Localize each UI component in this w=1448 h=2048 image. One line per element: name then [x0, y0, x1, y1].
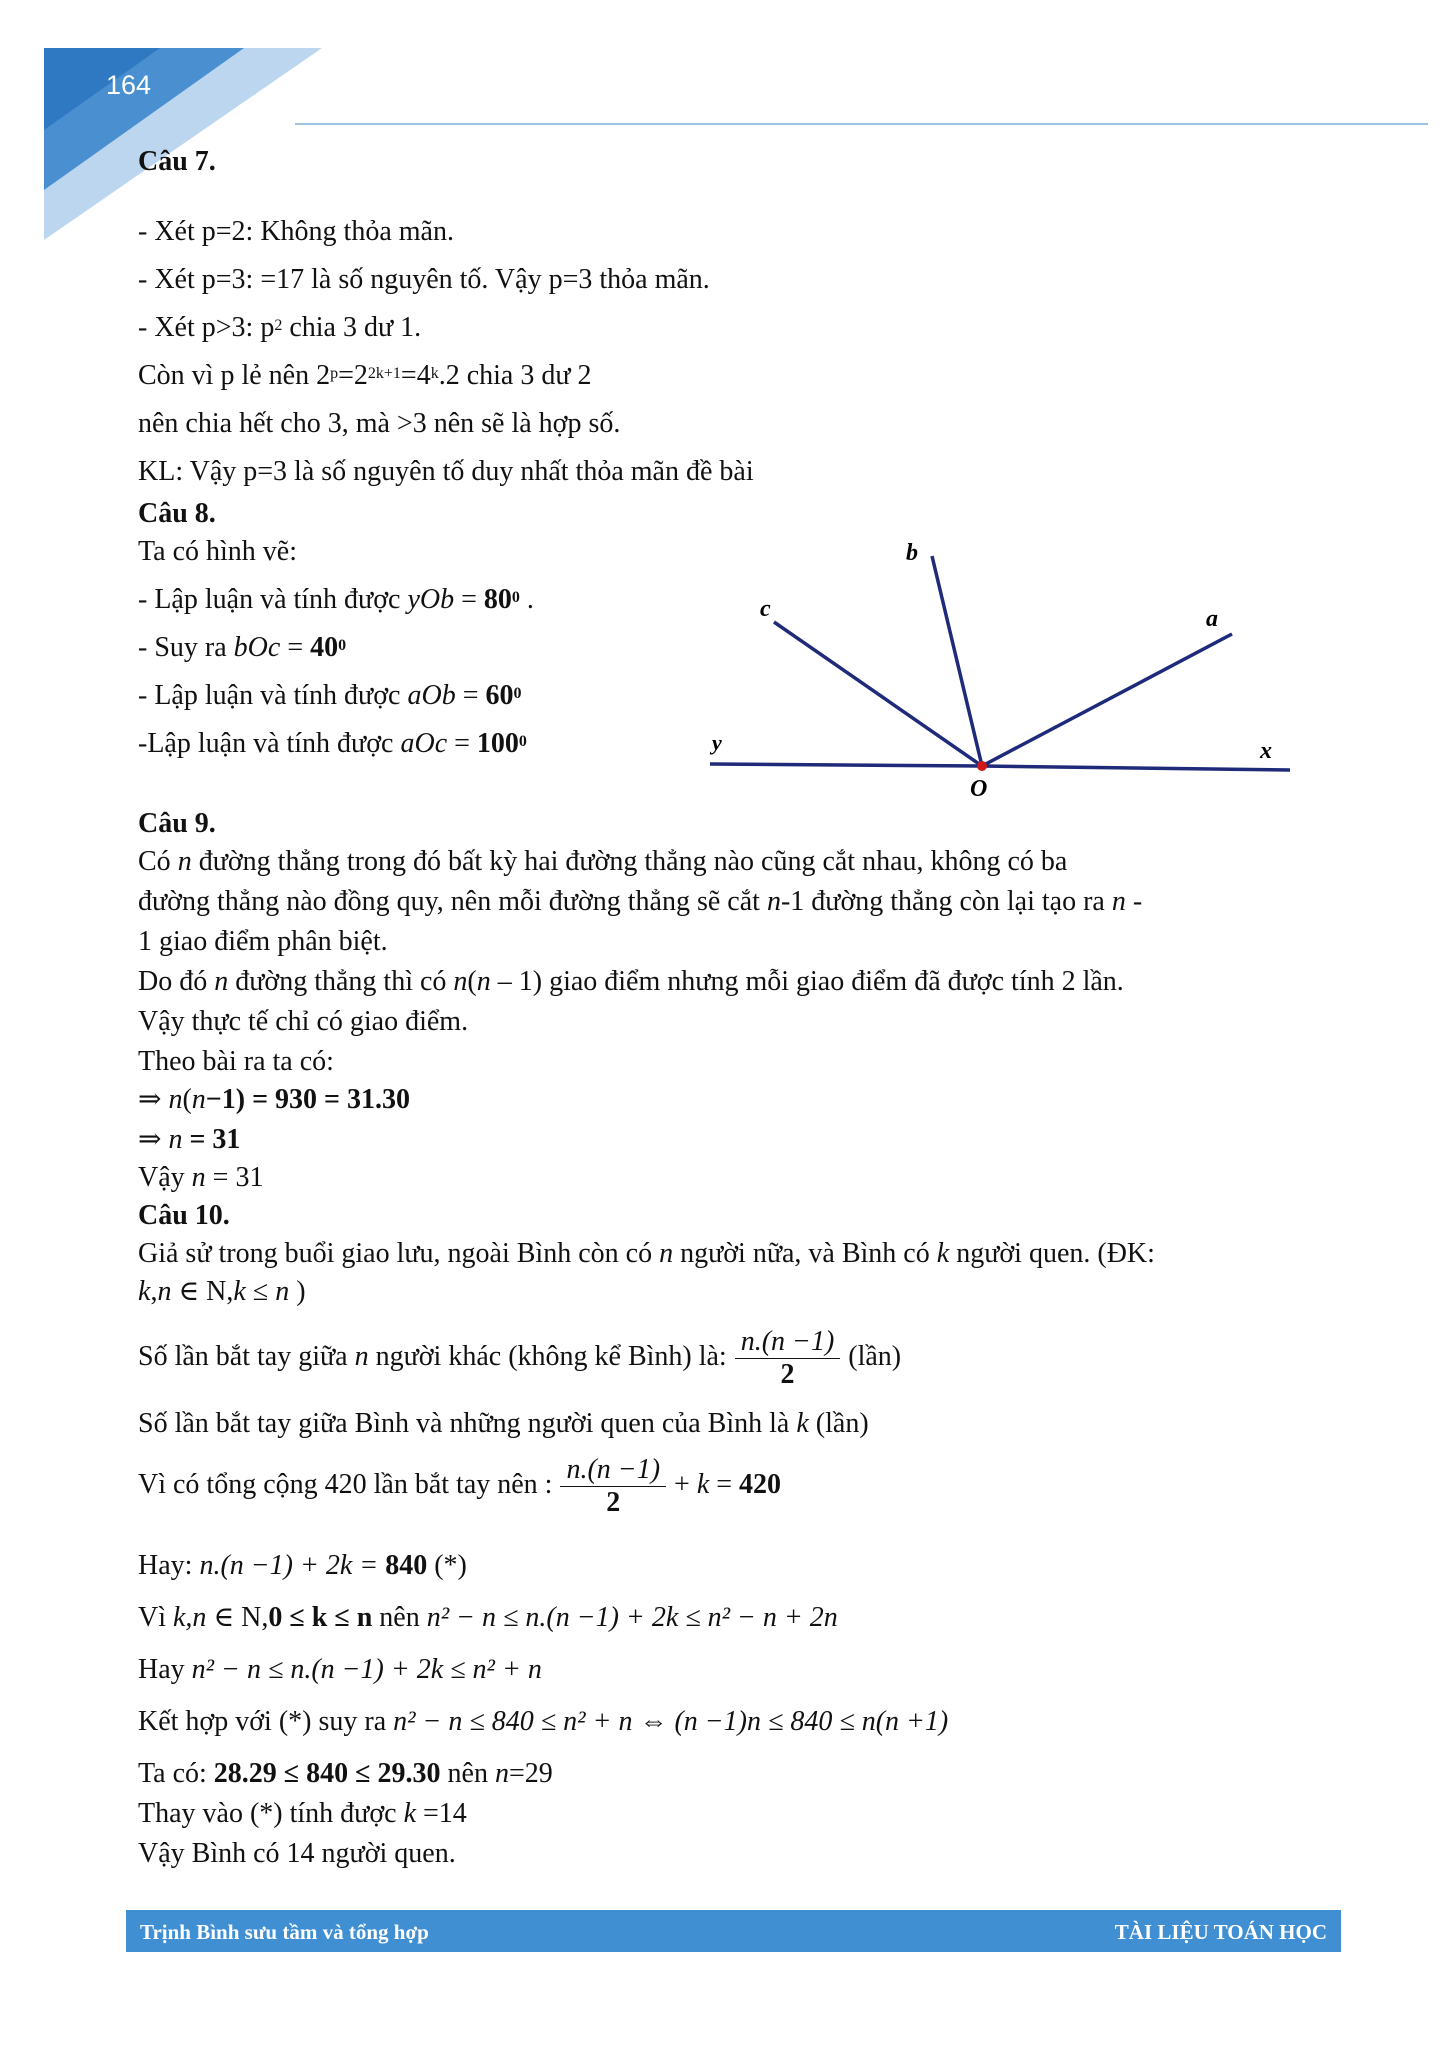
q9-line-2: đường thẳng nào đồng quy, nên mỗi đường thẳng sẽ cắt n-1 đường thẳng còn lại tạo ra n - [138, 886, 1143, 917]
q8-line-4: - Lập luận và tính được aOb = $60^0$ [138, 680, 522, 711]
label-c: c [760, 596, 771, 622]
q9-line-5: Vậy thực tế chỉ có giao điểm. [138, 1006, 469, 1037]
footer-author: Trịnh Bình sưu tầm và tổng hợp [140, 1920, 429, 1944]
q10-line-2: k,n ∈ N,k ≤ n ) [138, 1276, 306, 1307]
q10-line-6: Hay: n.(n −1) + 2k = 840 (*) [138, 1550, 467, 1581]
q7-line-4: Còn vì p lẻ nên $2^p=2^{2k+1}=4^k.2$ chia 3 dư 2 [138, 360, 592, 391]
footer-bar [126, 1910, 1341, 1952]
q7-title: Câu 7. [138, 146, 216, 177]
angle-diagram [700, 530, 1300, 820]
q8-title: Câu 8. [138, 498, 216, 529]
q7-line-3: - Xét p>3: $p^2$ chia 3 dư 1. [138, 312, 422, 343]
ray-c [774, 622, 982, 766]
page-number: 164 [106, 70, 152, 100]
q7-line-1: - Xét p=2: Không thỏa mãn. [138, 216, 454, 247]
q8-line-5: -Lập luận và tính được aOc = $100^0$ [138, 728, 527, 759]
q9-line-8: ⇒ n = 31 [138, 1124, 241, 1155]
ray-a [982, 634, 1232, 766]
q7-line-2: - Xét p=3: =17 là số nguyên tố. Vậy p=3 thỏa mãn. [138, 264, 710, 295]
fraction-handshakes: $\frac{n.(n -1)}{2}$ [735, 1326, 841, 1391]
q9-title: Câu 9. [138, 808, 216, 839]
ray-x [982, 766, 1290, 770]
q10-line-11: Thay vào (*) tính được k =14 [138, 1798, 467, 1829]
q10-line-5: Vì có tổng cộng 420 lần bắt tay nên : $\frac{n.(n -1)}{2}$ + k = 420 [138, 1454, 782, 1518]
q10-line-9: Kết hợp với (*) suy ra n² − n ≤ 840 ≤ n² + n ⇔ (n −1)n ≤ 840 ≤ n(n +1) [138, 1706, 949, 1737]
label-x: x [1260, 738, 1272, 764]
q10-line-8: Hay n² − n ≤ n.(n −1) + 2k ≤ n² + n [138, 1654, 542, 1685]
q7-line-5: nên chia hết cho 3, mà >3 nên sẽ là hợp số. [138, 408, 621, 439]
q9-line-1: Có n đường thẳng trong đó bất kỳ hai đường thẳng nào cũng cắt nhau, không có ba [138, 846, 1068, 877]
label-y: y [712, 730, 722, 755]
q10-line-3: Số lần bắt tay giữa n người khác (không kể Bình) là: $\frac{n.(n -1)}{2}$ (lần) [138, 1326, 902, 1390]
ray-y [710, 764, 982, 766]
q9-line-4: Do đó n đường thẳng thì có n(n – 1) giao điểm nhưng mỗi giao điểm đã được tính 2 lần. [138, 966, 1124, 997]
q9-line-6: Theo bài ra ta có: [138, 1046, 334, 1077]
q10-line-4: Số lần bắt tay giữa Bình và những người quen của Bình là k (lần) [138, 1408, 869, 1439]
q10-line-12: Vậy Bình có 14 người quen. [138, 1838, 456, 1869]
q10-title: Câu 10. [138, 1200, 230, 1231]
fraction-total: $\frac{n.(n -1)}{2}$ [560, 1454, 666, 1519]
label-a: a [1206, 606, 1218, 632]
q10-line-10: Ta có: 28.29 ≤ 840 ≤ 29.30 nên n=29 [138, 1758, 553, 1789]
label-b: b [906, 540, 918, 566]
q10-line-1: Giả sử trong buổi giao lưu, ngoài Bình còn có n người nữa, và Bình có k người quen. (ĐK: [138, 1238, 1155, 1269]
header-rule [295, 123, 1428, 125]
q9-line-3: 1 giao điểm phân biệt. [138, 926, 388, 957]
point-o [977, 761, 987, 771]
q9-line-9: Vậy n = 31 [138, 1162, 264, 1193]
label-o: O [970, 776, 988, 802]
q8-line-1: Ta có hình vẽ: [138, 536, 297, 567]
q9-line-7: ⇒ n(n−1) = 930 = 31.30 [138, 1084, 410, 1115]
footer-title: TÀI LIỆU TOÁN HỌC [1114, 1920, 1327, 1944]
q10-line-7: Vì k,n ∈ N,0 ≤ k ≤ n nên n² − n ≤ n.(n −1) + 2k ≤ n² − n + 2n [138, 1602, 838, 1633]
q8-line-2: - Lập luận và tính được yOb = $80^0$ . [138, 584, 534, 615]
q8-line-3: - Suy ra bOc = $40^0$ [138, 632, 347, 663]
q7-line-6: KL: Vậy p=3 là số nguyên tố duy nhất thỏa mãn đề bài [138, 456, 754, 487]
